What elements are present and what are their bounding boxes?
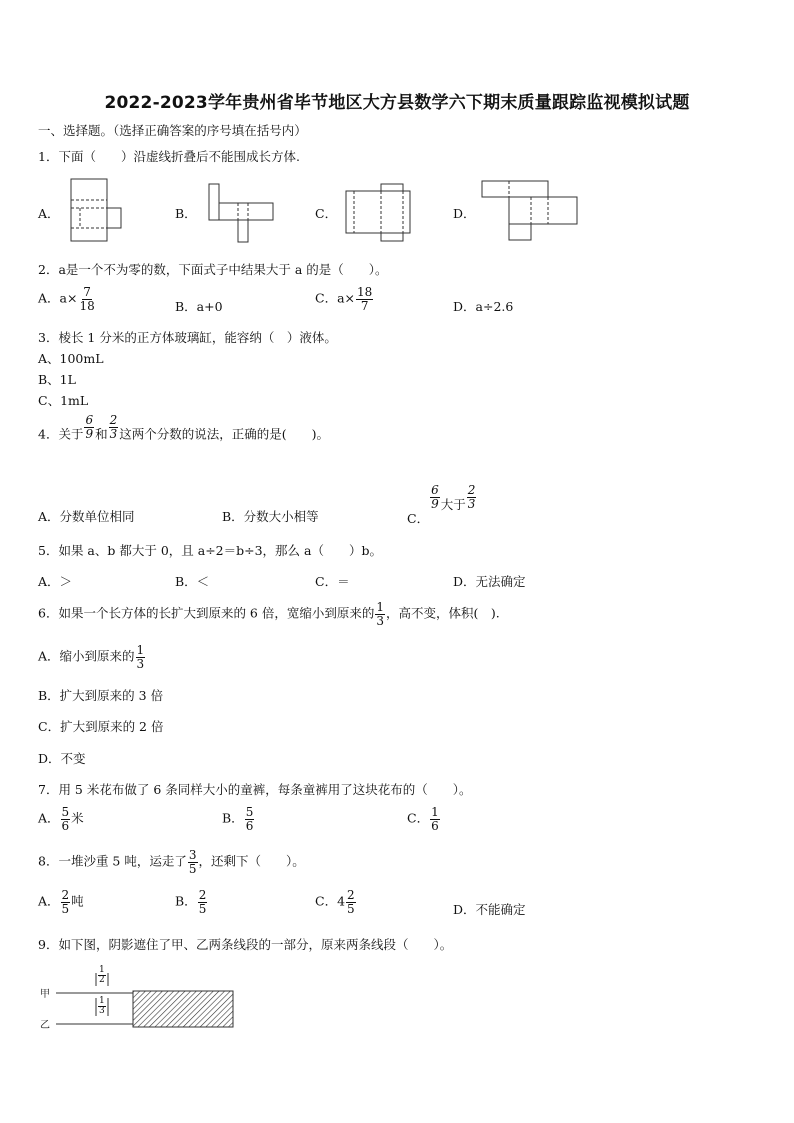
fraction: $\frac{2}{3}$ — [109, 413, 118, 441]
q9-stem: 9．如下图，阴影遮住了甲、乙两条线段的一部分，原来两条线段（ ）。 — [38, 937, 453, 952]
q1-option-c[interactable]: C． — [315, 206, 338, 221]
fraction-half: $\frac{1}{2}$ — [99, 965, 105, 986]
q8-option-a[interactable]: A． $\frac{2}{5}$ 吨 — [38, 888, 84, 916]
q5-stem: 5．如果 a、b 都大于 0，且 a÷2＝b÷3，那么 a（ ）b。 — [38, 543, 382, 558]
net-figure-a — [70, 178, 130, 242]
fraction: $\frac{2}{3}$ — [467, 483, 476, 511]
fraction: $\frac{2}{5}$ — [61, 888, 70, 916]
q8-option-c[interactable]: C．4 $\frac{2}{5}$ — [315, 888, 355, 916]
fraction: $\frac{2}{5}$ — [347, 888, 355, 916]
q3-option-a[interactable]: A、100mL — [38, 351, 104, 366]
fraction: $\frac{7}{18}$ — [79, 285, 95, 313]
q4-option-b[interactable]: B．分数大小相等 — [222, 509, 319, 524]
q6-stem: 6．如果一个长方体的长扩大到原来的 6 倍，宽缩小到原来的 $\frac{1}{3}$ ，高不变，体积( ). — [38, 600, 500, 628]
q4-option-a[interactable]: A．分数单位相同 — [38, 509, 135, 524]
q7-option-c[interactable]: C． $\frac{1}{6}$ — [407, 805, 439, 833]
q4-stem: 4．关于 $\frac{6}{9}$ 和 $\frac{2}{3}$ 这两个分数的说法，正确的是( )。 — [38, 413, 330, 442]
q5-option-b[interactable]: B．＜ — [175, 574, 210, 589]
q6-option-b[interactable]: B．扩大到原来的 3 倍 — [38, 688, 164, 703]
q3-option-c[interactable]: C、1mL — [38, 393, 89, 408]
q2-option-a[interactable]: A．a× $\frac{7}{18}$ — [38, 285, 95, 313]
fraction: $\frac{1}{3}$ — [376, 600, 384, 628]
q1-option-d[interactable]: D． — [453, 206, 476, 221]
net-figure-b — [208, 183, 276, 243]
q6-option-a[interactable]: A．缩小到原来的 $\frac{1}{3}$ — [38, 643, 145, 671]
fraction: $\frac{5}{6}$ — [61, 805, 70, 833]
label-yi: 乙 — [40, 1020, 50, 1031]
segment-diagram — [40, 966, 240, 1030]
fraction: $\frac{3}{5}$ — [188, 848, 197, 876]
fraction: $\frac{6}{9}$ — [85, 413, 94, 441]
q2-option-d[interactable]: D．a÷2.6 — [453, 299, 514, 314]
q8-option-b[interactable]: B． $\frac{2}{5}$ — [175, 888, 207, 916]
q3-stem: 3．棱长 1 分米的正方体玻璃缸，能容纳（ ）液体。 — [38, 330, 337, 345]
q6-option-c[interactable]: C．扩大到原来的 2 倍 — [38, 719, 164, 734]
fraction: $\frac{1}{6}$ — [431, 805, 439, 833]
q4-option-c[interactable]: C． $\frac{6}{9}$ 大于 $\frac{2}{3}$ — [407, 483, 476, 526]
net-figure-c — [345, 183, 411, 243]
q5-option-c[interactable]: C．＝ — [315, 574, 350, 589]
q7-stem: 7．用 5 米花布做了 6 条同样大小的童裤，每条童裤用了这块花布的（ ）。 — [38, 782, 472, 797]
section-heading: 一、选择题。（选择正确答案的序号填在括号内） — [38, 123, 307, 138]
q2-option-c[interactable]: C．a× $\frac{18}{7}$ — [315, 285, 373, 313]
q5-option-d[interactable]: D．无法确定 — [453, 574, 526, 589]
q6-option-d[interactable]: D．不变 — [38, 751, 86, 766]
label-jia: 甲 — [40, 989, 50, 1000]
q5-option-a[interactable]: A．＞ — [38, 574, 73, 589]
q8-stem: 8．一堆沙重 5 吨，运走了 $\frac{3}{5}$ ，还剩下（ ）。 — [38, 848, 305, 876]
page-title: 2022-2023学年贵州省毕节地区大方县数学六下期末质量跟踪监视模拟试题 — [104, 93, 690, 113]
q1-stem: 1．下面（ ）沿虚线折叠后不能围成长方体. — [38, 149, 300, 164]
fraction: $\frac{1}{3}$ — [136, 643, 145, 671]
q7-option-a[interactable]: A． $\frac{5}{6}$ 米 — [38, 805, 84, 833]
q3-option-b[interactable]: B、1L — [38, 372, 76, 387]
q7-option-b[interactable]: B． $\frac{5}{6}$ — [222, 805, 254, 833]
q1-option-b[interactable]: B． — [175, 206, 197, 221]
net-figure-d — [481, 180, 579, 242]
fraction: $\frac{5}{6}$ — [245, 805, 254, 833]
fraction: $\frac{2}{5}$ — [198, 888, 207, 916]
q2-stem: 2．a是一个不为零的数，下面式子中结果大于 a 的是（ ）。 — [38, 262, 388, 277]
fraction: $\frac{6}{9}$ — [431, 483, 439, 511]
fraction-third: $\frac{1}{3}$ — [99, 996, 105, 1017]
q8-option-d[interactable]: D．不能确定 — [453, 902, 526, 917]
q1-option-a[interactable]: A． — [38, 206, 60, 221]
fraction: $\frac{18}{7}$ — [357, 285, 373, 313]
q2-option-b[interactable]: B．a+0 — [175, 299, 223, 314]
